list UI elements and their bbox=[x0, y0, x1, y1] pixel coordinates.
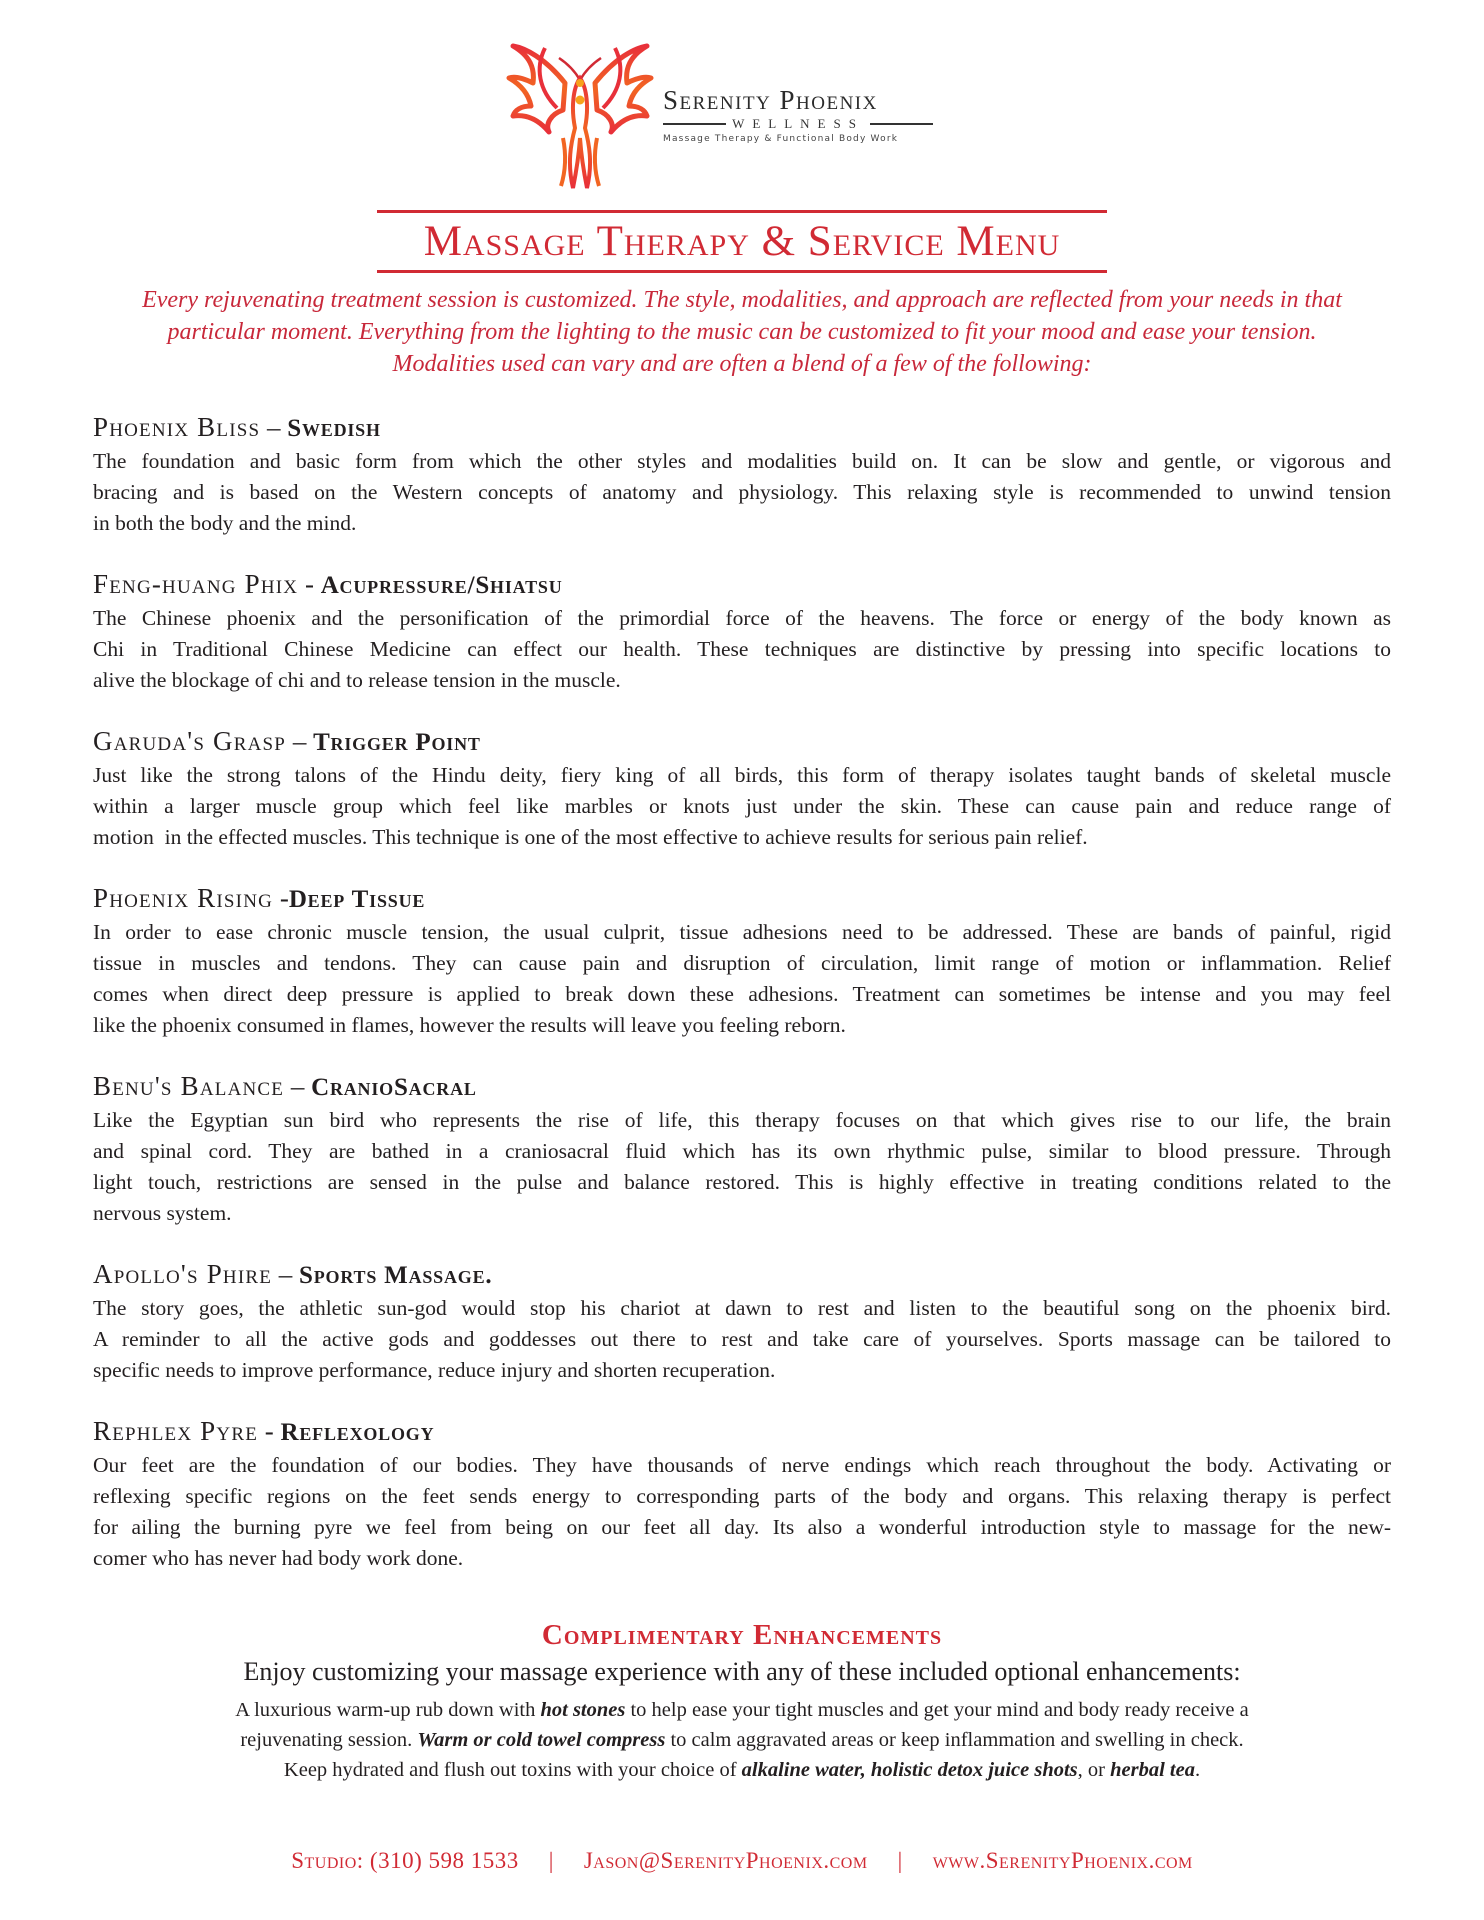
brand-subtitle: WELLNESS bbox=[732, 116, 864, 131]
service-description bbox=[93, 1105, 1391, 1229]
service-description bbox=[93, 1450, 1391, 1574]
service-benus-balance bbox=[93, 1069, 1391, 1229]
service-garudas-grasp bbox=[93, 724, 1391, 853]
service-feng-huang-phix bbox=[93, 567, 1391, 696]
description-line: alive the blockage of chi and to release tension in the muscle. bbox=[93, 668, 621, 692]
service-phoenix-rising bbox=[93, 881, 1391, 1041]
service-apollos-phire bbox=[93, 1257, 1391, 1386]
service-heading bbox=[93, 410, 1391, 446]
enhancements-subtitle: Enjoy customizing your massage experience with any of these included optional enhancements: bbox=[243, 1657, 1241, 1686]
text: to calm aggravated areas or keep inflammation and swelling in check. bbox=[665, 1729, 1244, 1751]
service-description bbox=[93, 603, 1391, 696]
service-type: Swedish bbox=[287, 415, 381, 442]
intro-line: Modalities used can vary and are often a blend of a few of the following: bbox=[392, 351, 1092, 377]
title-rule-top bbox=[377, 210, 1107, 213]
brand-logo bbox=[505, 28, 945, 198]
text: , or bbox=[1077, 1759, 1111, 1781]
service-name: Apollo's Phire bbox=[93, 1259, 273, 1289]
service-heading bbox=[93, 1414, 1391, 1450]
enhancements-body bbox=[80, 1695, 1404, 1785]
service-name: Rephlex Pyre bbox=[93, 1416, 259, 1446]
description-line: tissue in muscles and tendons. They can cause pain and disruption of circulation, limit range of motion or inflammation. Relief bbox=[93, 951, 1391, 975]
description-line: A reminder to all the active gods and goddesses out there to rest and take care of yourselves. Sports massage can be tailored to bbox=[93, 1327, 1391, 1351]
service-name: Phoenix Rising bbox=[93, 883, 274, 913]
description-line: Chi in Traditional Chinese Medicine can effect our health. These techniques are distinctive by pressing into specific locations to bbox=[93, 637, 1391, 661]
service-heading bbox=[93, 567, 1391, 603]
description-line: Just like the strong talons of the Hindu deity, fiery king of all birds, this form of therapy isolates taught bands of skeletal muscle bbox=[93, 763, 1391, 787]
enhancements-title: Complimentary Enhancements bbox=[541, 1619, 943, 1651]
enhancements-section bbox=[80, 1617, 1404, 1785]
description-line: In order to ease chronic muscle tension, the usual culprit, tissue adhesions need to be addressed. These are bands of painful, rigid bbox=[93, 920, 1391, 944]
description-line: in both the body and the mind. bbox=[93, 511, 357, 535]
text: . bbox=[1194, 1759, 1201, 1781]
description-line: specific needs to improve performance, reduce injury and shorten recuperation. bbox=[93, 1358, 776, 1382]
description-line: The foundation and basic form from which the other styles and modalities build on. It can be slow and gentle, or vigorous and bbox=[93, 449, 1391, 473]
footer-separator: | bbox=[548, 1848, 554, 1873]
intro-line: Every rejuvenating treatment session is customized. The style, modalities, and approach are reflected from your needs in that bbox=[142, 287, 1342, 313]
description-line: The story goes, the athletic sun-god would stop his chariot at dawn to rest and listen to the beautiful song on the phoenix bird. bbox=[93, 1296, 1391, 1320]
service-list bbox=[93, 410, 1391, 1602]
service-type: Acupressure/Shiatsu bbox=[320, 572, 563, 599]
brand-tagline: Massage Therapy & Functional Body Work bbox=[663, 134, 899, 144]
description-line: and spinal cord. They are bathed in a craniosacral fluid which has its own rhythmic pulse, similar to blood pressure. Through bbox=[93, 1139, 1391, 1163]
page-title-block bbox=[377, 210, 1107, 273]
enhancement-herbal-tea: herbal tea bbox=[1110, 1759, 1195, 1781]
service-separator: - bbox=[258, 1416, 281, 1446]
service-description bbox=[93, 760, 1391, 853]
service-heading bbox=[93, 724, 1391, 760]
service-type: Trigger Point bbox=[313, 729, 481, 756]
contact-footer bbox=[80, 1848, 1404, 1874]
description-line: like the phoenix consumed in flames, however the results will leave you feeling reborn. bbox=[93, 1013, 846, 1037]
service-heading bbox=[93, 1069, 1391, 1105]
intro-paragraph bbox=[80, 284, 1404, 380]
service-type: CranioSacral bbox=[311, 1074, 477, 1101]
page-title: Massage Therapy & Service Menu bbox=[423, 218, 1061, 265]
service-type: Reflexology bbox=[280, 1419, 435, 1446]
service-separator: – bbox=[284, 1071, 312, 1101]
email-link[interactable]: Jason@SerenityPhoenix.com bbox=[583, 1848, 868, 1873]
description-line: The Chinese phoenix and the personification of the primordial force of the heavens. The force or energy of the body known as bbox=[93, 606, 1391, 630]
enhancement-hot-stones: hot stones bbox=[540, 1699, 626, 1721]
enhancement-line bbox=[80, 1725, 1404, 1755]
title-rule-bottom bbox=[377, 270, 1107, 273]
description-line: reflexing specific regions on the feet sends energy to corresponding parts of the body and organs. This relaxing therapy is perfect bbox=[93, 1484, 1391, 1508]
enhancement-towel-compress: Warm or cold towel compress bbox=[417, 1729, 666, 1751]
enhancement-line bbox=[80, 1755, 1404, 1785]
service-description bbox=[93, 1293, 1391, 1386]
description-line: nervous system. bbox=[93, 1201, 232, 1225]
service-separator: - bbox=[298, 569, 321, 599]
description-line: within a larger muscle group which feel like marbles or knots just under the skin. These can cause pain and reduce range of bbox=[93, 794, 1391, 818]
text: A luxurious warm-up rub down with bbox=[235, 1699, 541, 1721]
service-separator: – bbox=[272, 1259, 300, 1289]
service-separator: – bbox=[286, 726, 314, 756]
divider bbox=[663, 123, 726, 125]
text: Keep hydrated and flush out toxins with your choice of bbox=[283, 1759, 742, 1781]
website-link[interactable]: www.SerenityPhoenix.com bbox=[932, 1848, 1193, 1873]
service-name: Phoenix Bliss bbox=[93, 412, 261, 442]
service-type: Sports Massage. bbox=[299, 1262, 493, 1289]
text: to help ease your tight muscles and get your mind and body ready receive a bbox=[625, 1699, 1249, 1721]
description-line: Our feet are the foundation of our bodies. They have thousands of nerve endings which reach throughout the body. Activating or bbox=[93, 1453, 1391, 1477]
service-heading bbox=[93, 881, 1391, 917]
service-name: Feng-huang Phix bbox=[93, 569, 299, 599]
service-description bbox=[93, 917, 1391, 1041]
description-line: motion in the effected muscles. This technique is one of the most effective to achieve results for serious pain relief. bbox=[93, 825, 1088, 849]
service-phoenix-bliss bbox=[93, 410, 1391, 539]
intro-line: particular moment. Everything from the lighting to the music can be customized to fit your mood and ease your tension. bbox=[167, 319, 1317, 345]
studio-phone[interactable]: Studio: (310) 598 1533 bbox=[291, 1848, 519, 1873]
divider bbox=[870, 123, 933, 125]
description-line: for ailing the burning pyre we feel from being on our feet all day. Its also a wonderful introduction style to massage for the new- bbox=[93, 1515, 1391, 1539]
service-heading bbox=[93, 1257, 1391, 1293]
description-line: Like the Egyptian sun bird who represents the rise of life, this therapy focuses on that which gives rise to our life, the brain bbox=[93, 1108, 1391, 1132]
service-description bbox=[93, 446, 1391, 539]
phoenix-logo-icon bbox=[505, 28, 655, 198]
description-line: light touch, restrictions are sensed in the pulse and balance restored. This is highly effective in treating conditions related to the bbox=[93, 1170, 1391, 1194]
description-line: bracing and is based on the Western concepts of anatomy and physiology. This relaxing style is recommended to unwind tension bbox=[93, 480, 1391, 504]
brand-wordmark bbox=[663, 85, 933, 144]
brand-subtitle-row bbox=[663, 117, 933, 131]
brand-name: Serenity Phoenix bbox=[663, 85, 878, 115]
service-separator: - bbox=[273, 883, 289, 913]
service-name: Garuda's Grasp bbox=[93, 726, 287, 756]
service-separator: – bbox=[260, 412, 288, 442]
footer-separator: | bbox=[897, 1848, 903, 1873]
description-line: comer who has never had body work done. bbox=[93, 1546, 464, 1570]
enhancement-line bbox=[80, 1695, 1404, 1725]
enhancement-drinks: alkaline water, holistic detox juice shots bbox=[741, 1759, 1078, 1781]
service-type: Deep Tissue bbox=[288, 886, 426, 913]
service-rephlex-pyre bbox=[93, 1414, 1391, 1574]
text: rejuvenating session. bbox=[240, 1729, 418, 1751]
description-line: comes when direct deep pressure is applied to break down these adhesions. Treatment can sometimes be intense and you may feel bbox=[93, 982, 1391, 1006]
service-name: Benu's Balance bbox=[93, 1071, 285, 1101]
